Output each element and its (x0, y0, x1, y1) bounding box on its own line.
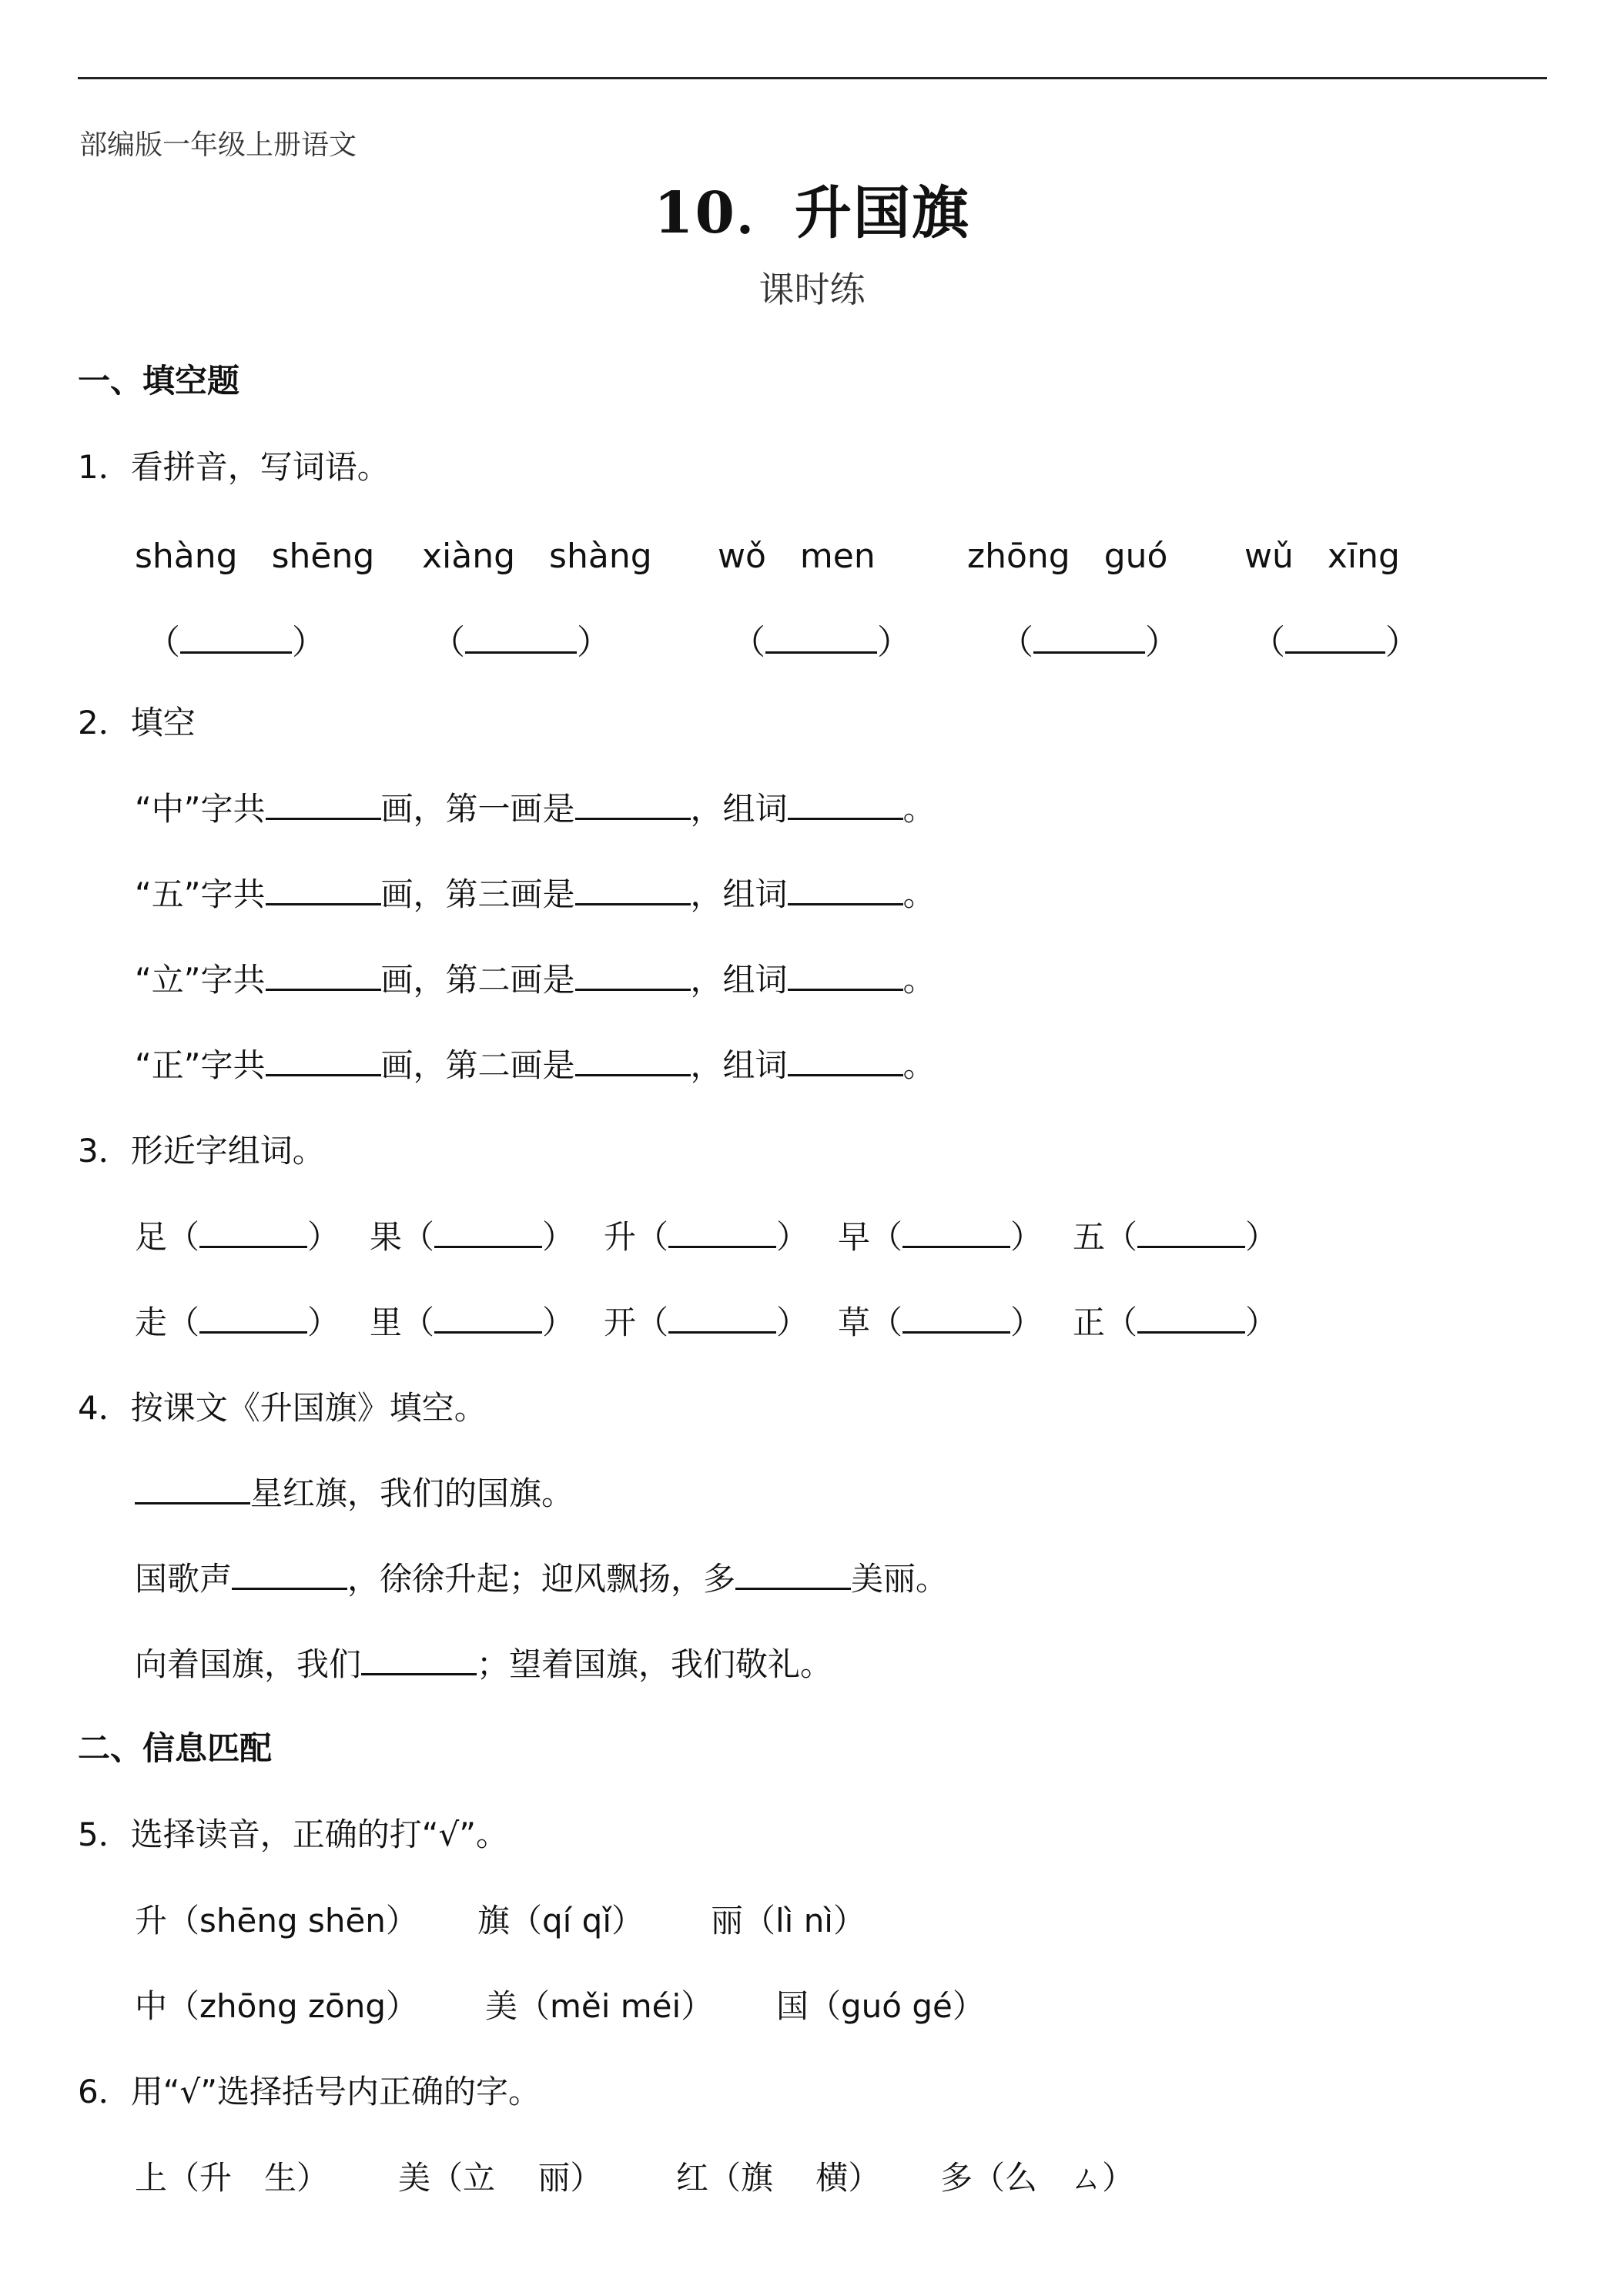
section-heading-matching: 二、信息匹配 (78, 1729, 273, 1767)
answer-box-1[interactable]: （ ） (146, 623, 326, 662)
word-pair-item: 正（ ） (1073, 1304, 1278, 1341)
fill-row-2: “五”字共 画，第三画是 ，组词 。 (135, 875, 936, 913)
blank[interactable] (1137, 1220, 1245, 1248)
question-5-prompt: 5．选择读音，正确的打“√”。 (78, 1816, 509, 1853)
word-pair-item: 草（ ） (838, 1304, 1043, 1341)
character-choice[interactable]: 多（么 ㄙ） (940, 2159, 1135, 2197)
blank[interactable] (788, 1048, 903, 1076)
fill-row-3: “立”字共 画，第二画是 ，组词 。 (135, 961, 936, 999)
answer-box-3[interactable]: （ ） (732, 623, 911, 662)
blank[interactable] (266, 1048, 381, 1076)
section-heading-fill-in: 一、填空题 (78, 362, 240, 400)
question-3-prompt: 3．形近字组词。 (78, 1132, 325, 1170)
blank[interactable] (575, 962, 691, 991)
pinyin-5: wǔ xīng (1244, 537, 1400, 576)
blank[interactable] (434, 1220, 542, 1248)
blank[interactable] (266, 962, 381, 991)
word-pair-item: 走（ ） (135, 1304, 340, 1341)
pronunciation-choice[interactable]: 旗（qí qǐ） (477, 1902, 645, 1940)
word-pair-item: 开（ ） (604, 1304, 809, 1341)
blank[interactable] (180, 625, 292, 654)
blank[interactable] (361, 1647, 477, 1675)
pronunciation-choice[interactable]: 美（měi méi） (485, 1987, 714, 2025)
blank[interactable] (735, 1561, 851, 1590)
blank[interactable] (135, 1476, 250, 1504)
answer-box-4[interactable]: （ ） (1000, 623, 1179, 662)
blank[interactable] (1285, 625, 1385, 654)
character-choice[interactable]: 上（升 生） (135, 2159, 330, 2197)
blank[interactable] (199, 1305, 307, 1334)
blank[interactable] (232, 1561, 347, 1590)
word-pair-item: 早（ ） (838, 1218, 1043, 1256)
top-rule (78, 77, 1547, 79)
word-pair-item: 升（ ） (604, 1218, 809, 1256)
word-pair-item: 果（ ） (370, 1218, 575, 1256)
text-line-2: 国歌声 ，徐徐升起；迎风飘扬，多 美丽。 (135, 1560, 949, 1598)
text-line-3: 向着国旗，我们 ；望着国旗，我们敬礼。 (135, 1645, 833, 1683)
answer-box-2[interactable]: （ ） (431, 623, 611, 662)
blank[interactable] (434, 1305, 542, 1334)
page-subtitle: 课时练 (758, 269, 866, 310)
pinyin-2: xiàng shàng (422, 537, 652, 576)
character-choice[interactable]: 美（立 丽） (398, 2159, 603, 2197)
blank[interactable] (266, 877, 381, 905)
pronunciation-choice[interactable]: 升（shēng shēn） (135, 1902, 418, 1940)
pronunciation-choice[interactable]: 国（guó gé） (776, 1987, 985, 2025)
pinyin-4: zhōng guó (967, 537, 1168, 576)
pronunciation-choice[interactable]: 中（zhōng zōng） (135, 1987, 419, 2025)
blank[interactable] (1137, 1305, 1245, 1334)
question-2-prompt: 2．填空 (78, 704, 196, 741)
blank[interactable] (788, 877, 903, 905)
blank[interactable] (902, 1305, 1010, 1334)
blank[interactable] (668, 1220, 776, 1248)
answer-box-5[interactable]: （ ） (1251, 623, 1419, 662)
book-label: 部编版一年级上册语文 (79, 129, 357, 161)
blank[interactable] (575, 1048, 691, 1076)
blank[interactable] (1033, 625, 1145, 654)
question-6-prompt: 6．用“√”选择括号内正确的字。 (78, 2073, 541, 2110)
character-choice[interactable]: 红（旗 横） (676, 2159, 881, 2197)
word-pair-item: 足（ ） (135, 1218, 340, 1256)
blank[interactable] (765, 625, 877, 654)
blank[interactable] (465, 625, 577, 654)
word-pair-item: 里（ ） (370, 1304, 575, 1341)
blank[interactable] (266, 792, 381, 820)
blank[interactable] (902, 1220, 1010, 1248)
blank[interactable] (668, 1305, 776, 1334)
page-title: 10．升国旗 (654, 180, 970, 246)
pinyin-3: wǒ men (718, 537, 876, 576)
pronunciation-choice[interactable]: 丽（lì nì） (711, 1902, 866, 1940)
fill-row-1: “中”字共 画，第一画是 ，组词 。 (135, 790, 936, 828)
blank[interactable] (788, 792, 903, 820)
pinyin-1: shàng shēng (135, 537, 375, 576)
question-4-prompt: 4．按课文《升国旗》填空。 (78, 1389, 487, 1427)
blank[interactable] (788, 962, 903, 991)
question-1-prompt: 1．看拼音，写词语。 (78, 448, 390, 486)
blank[interactable] (199, 1220, 307, 1248)
word-pair-item: 五（ ） (1073, 1218, 1278, 1256)
blank[interactable] (575, 877, 691, 905)
blank[interactable] (575, 792, 691, 820)
text-line-1: 星红旗，我们的国旗。 (135, 1468, 574, 1514)
fill-row-4: “正”字共 画，第二画是 ，组词 。 (135, 1046, 936, 1084)
